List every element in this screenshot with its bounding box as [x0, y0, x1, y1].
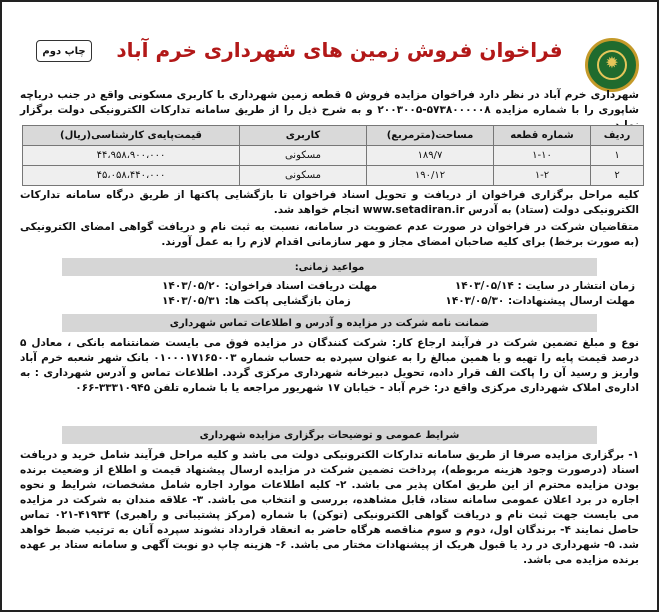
cell: ۱۸۹/۷ [367, 146, 494, 166]
process-text: کلیه مراحل برگزاری فراخوان از دریافت و تحویل اسناد فراخوان تا بازگشایی پاکتها از طریق درگاه سامانه تدارکات الکترونیکی دولت (ستاد) به آدرس www.setadiran.ir انجام خواهد شد. [20, 189, 639, 216]
municipality-logo-icon: ✹ [585, 38, 639, 92]
cell: ۴۵،۰۵۸،۴۴۰،۰۰۰ [23, 166, 240, 186]
publish-date-row [455, 280, 635, 292]
col-price: قیمت‌پایه‌ی کارشناسی(ریال) [23, 126, 240, 146]
cell: مسکونی [240, 146, 367, 166]
open-date: ۱۴۰۳/۰۵/۳۱ [162, 295, 221, 307]
open-label: زمان بازگشایی پاکت ها: [224, 295, 351, 307]
submit-label: مهلت ارسال پیشنهادات: [508, 295, 635, 307]
cell: ۴۴،۹۵۸،۹۰۰،۰۰۰ [23, 146, 240, 166]
submit-date: ۱۴۰۳/۰۵/۳۰ [445, 295, 505, 307]
cell: ۱ [591, 146, 644, 166]
guarantee-text: نوع و مبلغ تضمین شرکت در فرآیند ارجاع کار: شرکت کنندگان در مزایده فوق می بایست ضمانتنامه بانکی ، معادل ۵ درصد قیمت پایه را تهیه و یا همین مبالغ را به عنوان سپرده به حساب شماره ۰۱۰۰۰۱۷۱۶۵۰۰۳ بانک شهر شعبه خرم آباد واریز و رسید آن را پاکت الف قرار داده، تحویل دبیرخانه شهرداری مرکزی گردد. اطلاعات تماس و آدرس شهرداری : به اداره‌ی املاک شهرداری مرکزی واقع در: خرم آباد - خیابان ۱۷ شهریور مراجعه یا با شماره تلفن ۳۳۳۱۰۹۴۵-۰۶۶ [20, 337, 639, 394]
guarantee-band: ضمانت نامه شرکت در مزایده و آدرس و اطلاعات تماس شهرداری [62, 314, 597, 332]
submit-date-row [445, 295, 635, 307]
receive-label: مهلت دریافت اسناد فراخوان: [224, 280, 378, 292]
cell: ۲ [591, 166, 644, 186]
col-row: ردیف [591, 126, 644, 146]
cell: ۱-۲ [494, 166, 591, 186]
page-title: فراخوان فروش زمین های شهرداری خرم آباد [116, 38, 563, 62]
col-usage: کاربری [240, 126, 367, 146]
land-table [22, 125, 644, 186]
publish-date: ۱۴۰۳/۰۵/۱۴ [454, 280, 514, 292]
registration-text: متقاضیان شرکت در فراخوان در صورت عدم عضویت در سامانه، نسبت به ثبت نام و دریافت گواهی امضای الکترونیکی (به صورت برخط) برای کلیه صاحبان امضای مجاز و مهر سازمانی اقدام لازم را به عمل آورند. [20, 221, 639, 248]
conditions-text: ۱- برگزاری مزایده صرفا از طریق سامانه تدارکات الکترونیکی دولت می باشد و کلیه مراحل فرآیند شامل خرید و دریافت اسناد (درصورت وجود هزینه مربوطه)، پرداخت تضمین شرکت در مزایده ارسال پیشنهاد قیمت و اطلاع از وضعیت برنده بودن مزایده محترم از این طریق امکان پذیر می باشد. ۲- کلیه اطلاعات موارد اجاره شامل مشخصات، شرایط و نحوه اجاره در برد اعلان عمومی سامانه ستاد، قابل مشاهده، بررسی و انتخاب می باشد. ۳- علاقه مندان به شرکت در مزایده می بایست جهت ثبت نام و دریافت گواهی الکترونیکی (توکن) با شماره (مرکز پشتیبانی و راهبری) ۴۱۹۳۴-۰۲۱ تماس حاصل نمایند ۴- برندگان اول، دوم و سوم مناقصه هرگاه حاضر به انعقاد قرارداد نشوند سپرده آنان به ترتیب ضبط خواهد شد. ۵- شهرداری در رد یا قبول هریک از پیشنهادات مختار می باشد. ۶- هزینه چاپ دو نوبت آگهی و سامانه ستاد بر عهده برنده مزایده می باشد. [20, 449, 639, 566]
conditions-band: شرایط عمومی و توضیحات برگزاری مزایده شهرداری [62, 426, 597, 444]
cell: ۱۹۰/۱۲ [367, 166, 494, 186]
publish-label: زمان انتشار در سایت : [517, 280, 635, 292]
col-area: مساحت(مترمربع) [367, 126, 494, 146]
intro-text: شهرداری خرم آباد در نظر دارد فراخوان مزایده فروش ۵ قطعه زمین شهرداری با کاربری مسکونی واقع در جنب دریاچه شاپوری را با شماره مزایده ۵۷۳۸۰۰۰۰۰۸-۲۰۰۳۰۰۵ و به شرح ذیل را از طریق سامانه تدارکات الکترونیکی دولت برگزار [20, 89, 640, 116]
receive-date: ۱۴۰۳/۰۵/۲۰ [162, 280, 221, 292]
table-row [23, 166, 644, 186]
table-row [23, 146, 644, 166]
table-header-row [23, 126, 644, 146]
schedule-band: مواعید زمانی: [62, 258, 597, 276]
col-plot: شماره قطعه [494, 126, 591, 146]
receive-date-row [162, 280, 377, 292]
open-date-row [162, 295, 351, 307]
cell: ۱-۱۰ [494, 146, 591, 166]
print-edition-badge: چاپ دوم [36, 40, 92, 62]
cell: مسکونی [240, 166, 367, 186]
